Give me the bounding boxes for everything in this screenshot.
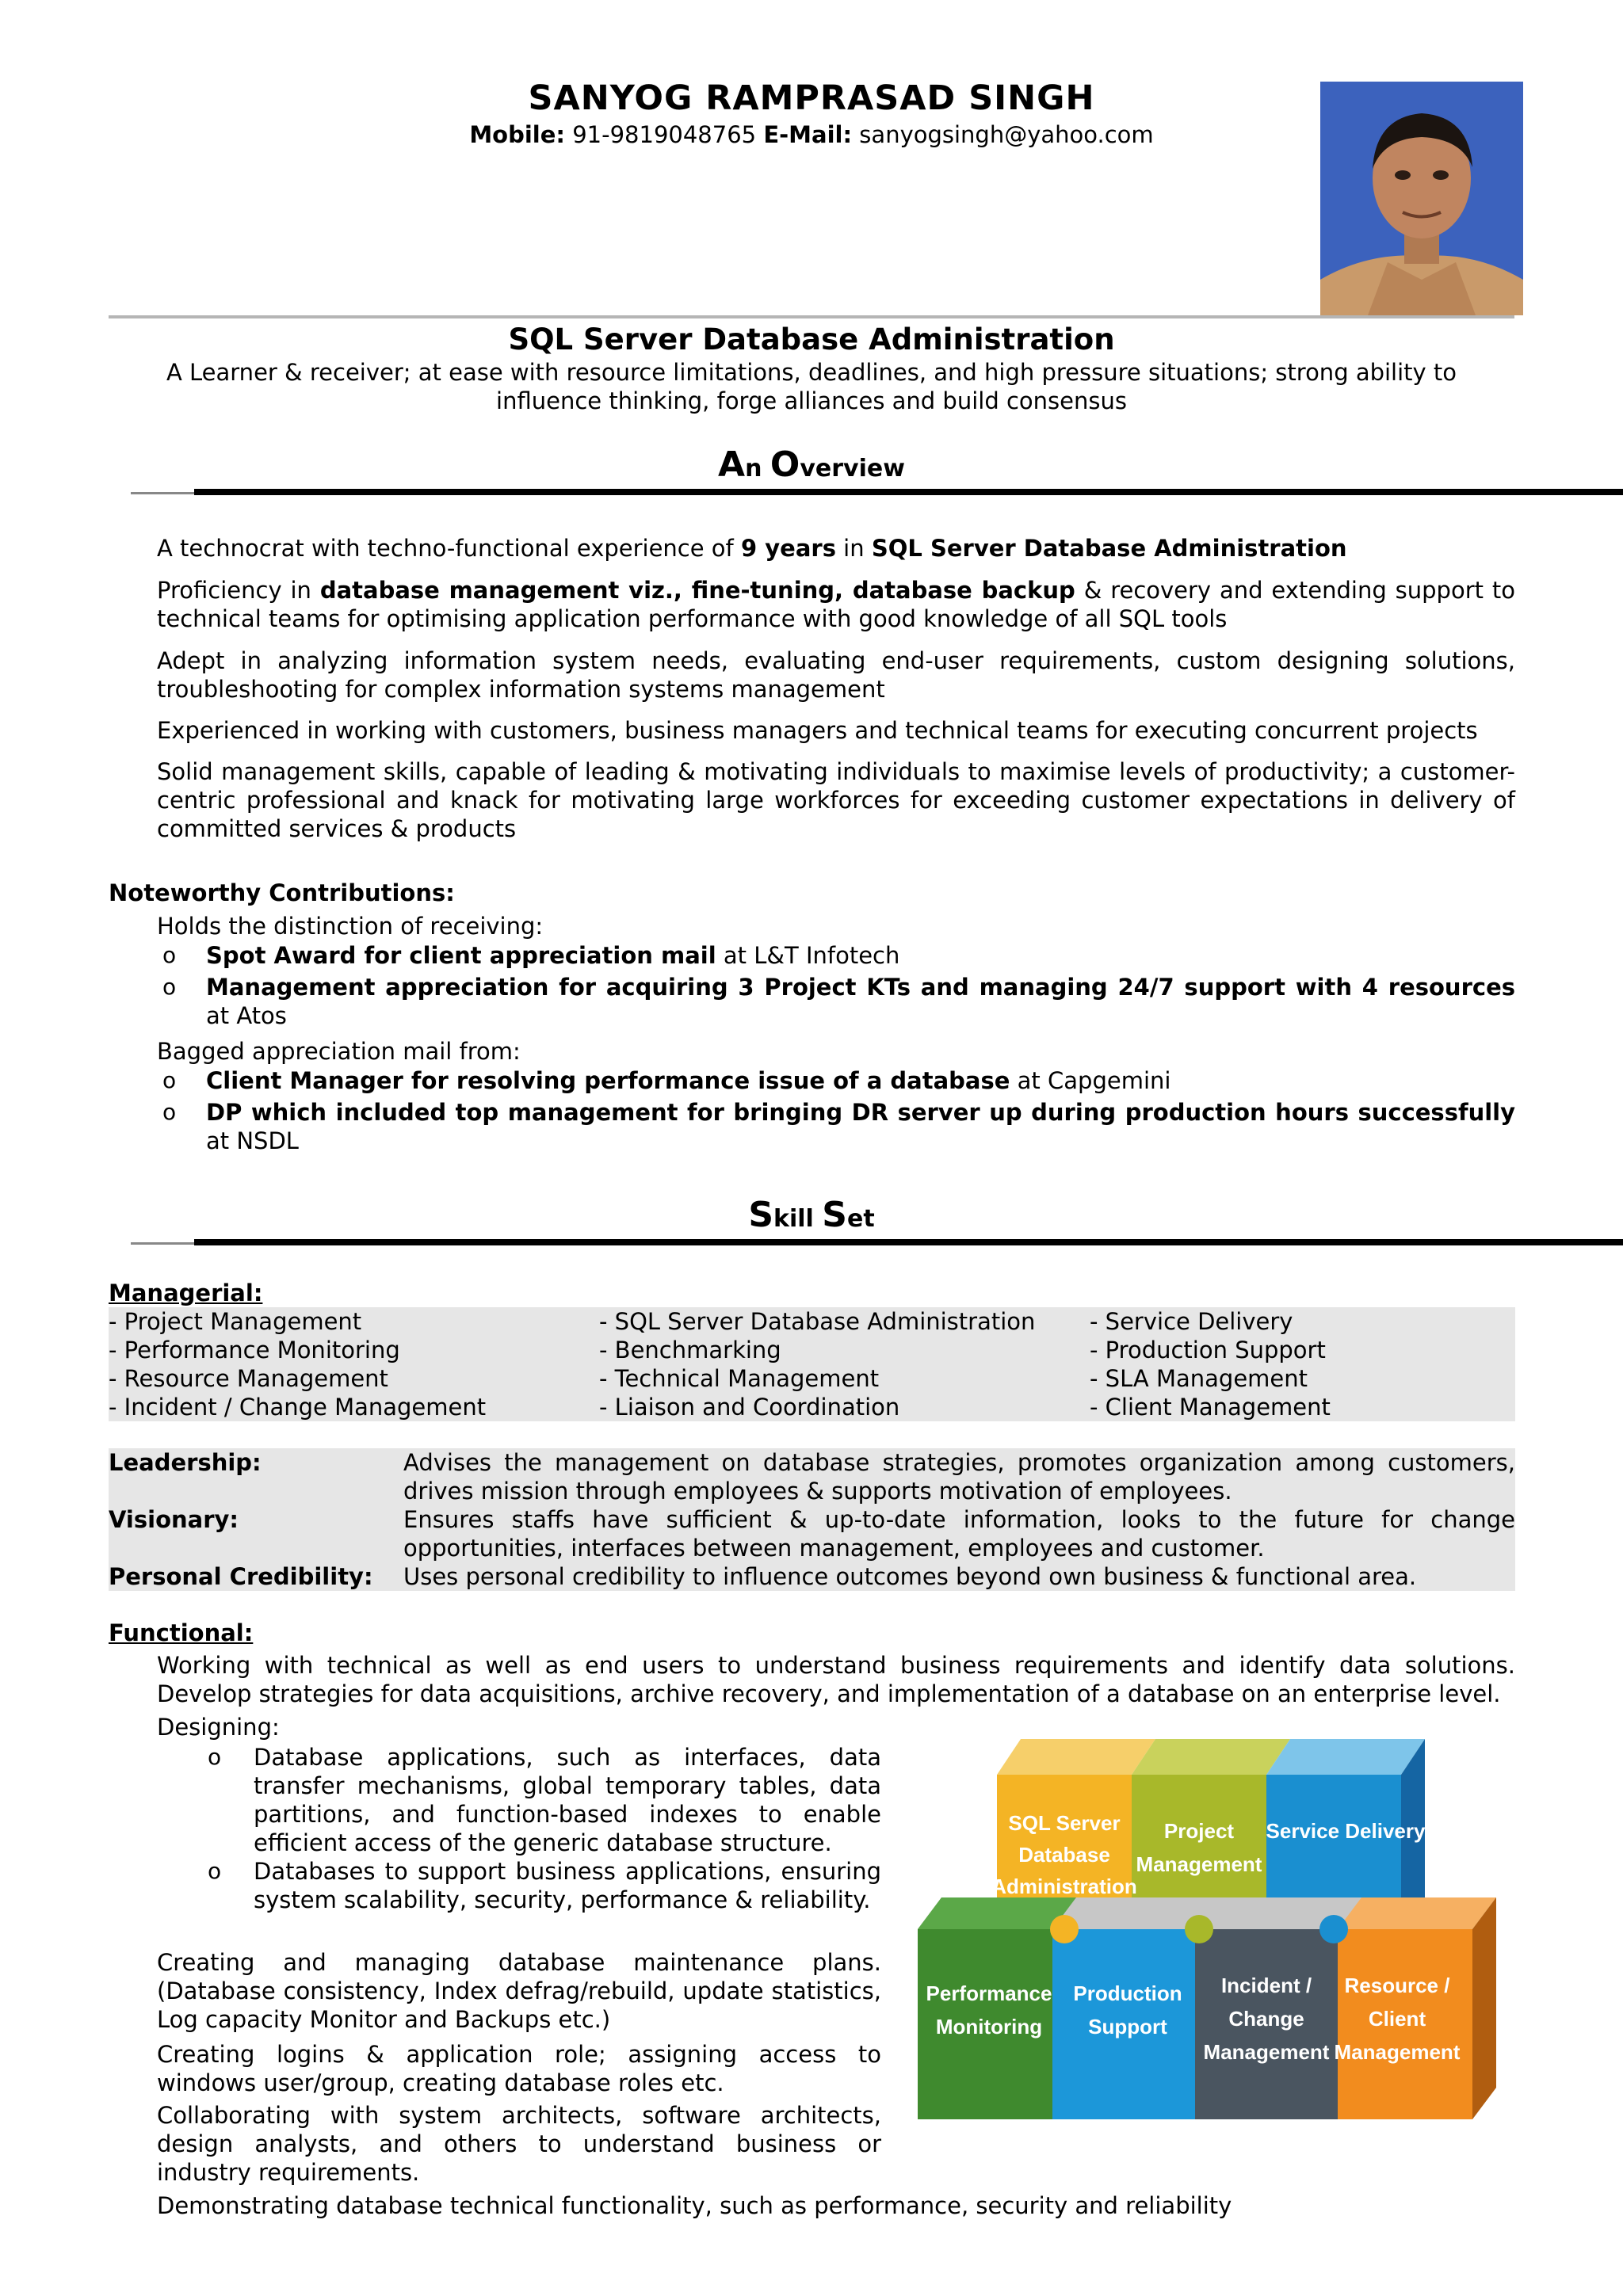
mobile-value: 91-9819048765: [565, 121, 764, 148]
contribution-item: Client Manager for resolving performance issue of a database at Capgemini: [206, 1067, 1171, 1094]
skills-puzzle-graphic: [918, 1735, 1510, 2133]
skill-item: - SQL Server Database Administration: [599, 1308, 1036, 1335]
puzzle-label: Monitoring: [935, 2015, 1043, 2039]
list-item: Adept in analyzing information system needs, evaluating end-user requirements, custom designing solutions, troubleshooting for complex information systems management: [157, 647, 1515, 703]
puzzle-label: Production: [1073, 1981, 1182, 2005]
managerial-skills-table: [109, 1307, 1515, 1421]
contribution-group: Holds the distinction of receiving:: [157, 913, 544, 940]
heading-initial: A: [718, 444, 746, 485]
skill-item: - Project Management: [109, 1308, 362, 1335]
role-tagline: A Learner & receiver; at ease with resource limitations, deadlines, and high pressure situations; strong ability to influence thinking, forge alliances and build consensus: [166, 359, 1457, 414]
email-label: E-Mail:: [763, 121, 853, 148]
skills-column: [599, 1307, 1035, 1421]
skill-item: - Liaison and Coordination: [599, 1394, 900, 1421]
list-item: A technocrat with techno-functional experience of 9 years in SQL Server Database Administration: [157, 535, 1347, 562]
skill-item: - Production Support: [1090, 1337, 1326, 1363]
heading-initial: O: [769, 444, 800, 485]
list-item: Creating and managing database maintenance plans. (Database consistency, Index defrag/rebuild, update statistics, Log capacity Monitor and Backups etc.): [157, 1949, 881, 2033]
puzzle-label: Client: [1368, 2007, 1426, 2031]
role-title: SQL Server Database Administration: [508, 322, 1115, 357]
trait-label: Visionary:: [109, 1506, 239, 1533]
trait-label: Personal Credibility:: [109, 1563, 373, 1590]
profile-photo: [1320, 82, 1523, 315]
list-item: Proficiency in database management viz., fine-tuning, database backup & recovery and extending support to technical teams for optimising application performance with good knowledge of all SQL tools: [157, 577, 1515, 632]
puzzle-label: Change: [1228, 2007, 1304, 2031]
puzzle-label: Incident /: [1220, 1974, 1312, 1997]
puzzle-label: Management: [1203, 2040, 1330, 2064]
puzzle-label: Service Delivery: [1266, 1819, 1426, 1843]
list-item: Creating logins & application role; assigning access to windows user/group, creating database roles etc.: [157, 2041, 881, 2096]
contributions-heading: Noteworthy Contributions:: [109, 879, 455, 906]
puzzle-label: Project: [1163, 1819, 1235, 1843]
functional-heading: Functional:: [109, 1619, 254, 1646]
designing-item: Databases to support business applications, ensuring system scalability, security, performance & reliability.: [254, 1858, 881, 1913]
heading-rest: et: [846, 1205, 875, 1233]
puzzle-label: Administration: [991, 1875, 1137, 1898]
heading-rest: verview: [800, 455, 905, 482]
trait-text: Ensures staffs have sufficient & up-to-date information, looks to the future for change opportunities, interfaces between management, employees and customer.: [403, 1506, 1515, 1562]
puzzle-svg: [918, 1735, 1510, 2133]
skill-item: - Performance Monitoring: [109, 1337, 400, 1363]
list-item: Demonstrating database technical functionality, such as performance, security and reliability: [157, 2192, 1232, 2219]
contribution-item: Spot Award for client appreciation mail at L&T Infotech: [206, 942, 900, 969]
puzzle-label: Support: [1088, 2015, 1167, 2039]
list-item: Collaborating with system architects, software architects, design analysts, and others to understand business or industry requirements.: [157, 2102, 881, 2186]
puzzle-label: Performance: [926, 1981, 1052, 2005]
skill-item: - Technical Management: [599, 1365, 880, 1392]
designing-item: Database applications, such as interfaces, data transfer mechanisms, global temporary tables, data partitions, and function-based indexes to enable efficient access of the generic database structure.: [254, 1744, 881, 1856]
sub-bullet-icon: o: [162, 942, 177, 968]
list-item: Experienced in working with customers, business managers and technical teams for executing concurrent projects: [157, 717, 1478, 744]
heading-initial: S: [822, 1195, 847, 1235]
sub-bullet-icon: o: [162, 1067, 177, 1093]
skill-item: - Client Management: [1090, 1394, 1331, 1421]
contribution-item: Management appreciation for acquiring 3 Project KTs and managing 24/7 support with 4 resources at Atos: [206, 974, 1515, 1029]
portrait-image: [1320, 82, 1523, 315]
skillset-divider: [131, 1239, 1623, 1250]
puzzle-label: Resource /: [1344, 1974, 1450, 1997]
overview-heading: [0, 444, 1623, 486]
sub-bullet-icon: o: [208, 1858, 222, 1884]
heading-initial: S: [748, 1195, 774, 1235]
overview-divider: [131, 489, 1623, 500]
heading-rest: n: [745, 455, 770, 482]
skillset-heading: [0, 1195, 1623, 1237]
trait-text: Advises the management on database strategies, promotes organization among customers, drives mission through employees & supports motivation of employees.: [403, 1449, 1515, 1505]
puzzle-label: SQL Server: [1008, 1811, 1121, 1835]
header-divider: [109, 315, 1514, 318]
contribution-group: Bagged appreciation mail from:: [157, 1038, 521, 1065]
puzzle-label: Management: [1136, 1852, 1262, 1876]
trait-label: Leadership:: [109, 1449, 262, 1476]
list-item: Working with technical as well as end users to understand business requirements and identify data solutions. Develop strategies for data acquisitions, archive recovery, and implementation of a database on an enterprise level.: [157, 1652, 1515, 1707]
traits-table: [109, 1448, 1515, 1591]
skill-item: - Benchmarking: [599, 1337, 781, 1363]
puzzle-label: Management: [1334, 2040, 1461, 2064]
skill-item: - Service Delivery: [1090, 1308, 1293, 1335]
list-item: Solid management skills, capable of leading & motivating individuals to maximise levels of productivity; a customer-centric professional and knack for motivating large workforces for exceeding customer expectations in delivery of committed services & products: [157, 758, 1515, 842]
skill-item: - Resource Management: [109, 1365, 388, 1392]
mobile-label: Mobile:: [469, 121, 566, 148]
list-item: Designing:: [157, 1714, 280, 1741]
sub-bullet-icon: o: [162, 1099, 177, 1125]
email-value[interactable]: sanyogsingh@yahoo.com: [852, 121, 1154, 148]
skill-item: - Incident / Change Management: [109, 1394, 487, 1421]
candidate-name: SANYOG RAMPRASAD SINGH: [528, 78, 1095, 118]
sub-bullet-icon: o: [162, 974, 177, 1000]
sub-bullet-icon: o: [208, 1744, 222, 1770]
heading-rest: kill: [773, 1205, 823, 1233]
skill-item: - SLA Management: [1090, 1365, 1308, 1392]
trait-text: Uses personal credibility to influence outcomes beyond own business & functional area.: [403, 1563, 1417, 1590]
puzzle-label: Database: [1018, 1843, 1110, 1867]
skills-column: [1090, 1307, 1331, 1421]
skills-column: [109, 1307, 486, 1421]
contribution-item: DP which included top management for bringing DR server up during production hours successfully at NSDL: [206, 1099, 1515, 1154]
managerial-heading: Managerial:: [109, 1280, 263, 1306]
